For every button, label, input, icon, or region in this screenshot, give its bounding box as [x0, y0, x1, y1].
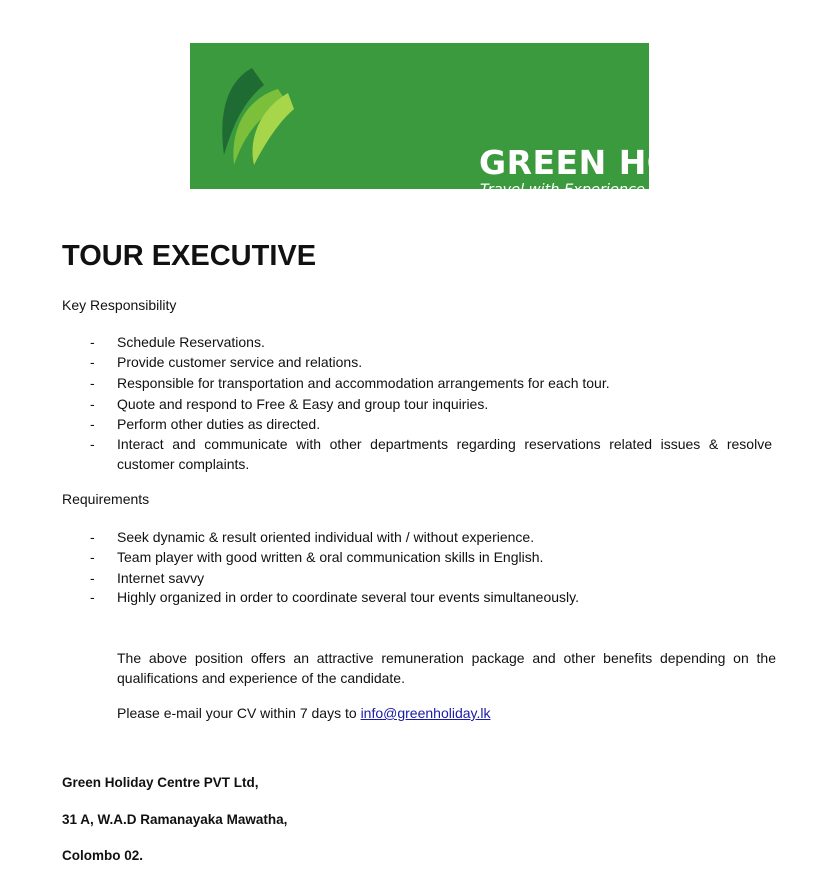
bullet-dash: -: [90, 549, 95, 565]
job-title: TOUR EXECUTIVE: [62, 240, 317, 272]
apply-line: [117, 703, 776, 723]
offer-paragraph: The above position offers an attractive remuneration package and other benefits depending on the qualifications and experience of the candidate.: [117, 650, 776, 686]
list-item-text: Interact and communicate with other departments regarding reservations related issues & resolve customer complaints.: [117, 436, 772, 472]
list-item-text: Provide customer service and relations.: [117, 354, 363, 370]
list-item-text: Schedule Reservations.: [117, 334, 265, 350]
bullet-dash: -: [90, 529, 95, 545]
responsibilities-heading: Key Responsibility: [62, 297, 177, 313]
bullet-dash: -: [90, 354, 95, 370]
bullet-dash: -: [90, 416, 95, 432]
company-address-line1: 31 A, W.A.D Ramanayaka Mawatha,: [62, 812, 288, 827]
company-address-line2: Colombo 02.: [62, 848, 144, 863]
list-item-text: Perform other duties as directed.: [117, 416, 321, 432]
list-item-text: Team player with good written & oral communication skills in English.: [117, 549, 544, 565]
apply-text: Please e-mail your CV within 7 days to: [117, 705, 361, 721]
logo-name: GREEN HOLIDAY: [479, 143, 785, 182]
list-item-text: Quote and respond to Free & Easy and group tour inquiries.: [117, 396, 489, 412]
bullet-dash: -: [90, 589, 95, 605]
list-item-text: Internet savvy: [117, 570, 205, 586]
email-link[interactable]: info@greenholiday.lk: [360, 705, 491, 721]
list-item-text: Responsible for transportation and accommodation arrangements for each tour.: [117, 375, 610, 391]
logo-tagline: Travel with Experience: [480, 182, 645, 198]
bullet-dash: -: [90, 570, 95, 586]
list-item-text: Highly organized in order to coordinate several tour events simultaneously.: [117, 589, 579, 605]
bullet-dash: -: [90, 375, 95, 391]
logo-underline: [476, 201, 701, 202]
bullet-dash: -: [90, 436, 95, 452]
list-item-text: Seek dynamic & result oriented individual with / without experience.: [117, 529, 535, 545]
bullet-dash: -: [90, 396, 95, 412]
bullet-dash: -: [90, 334, 95, 350]
company-logo: [190, 43, 785, 198]
company-name: Green Holiday Centre PVT Ltd,: [62, 775, 259, 790]
requirements-heading: Requirements: [62, 491, 150, 507]
